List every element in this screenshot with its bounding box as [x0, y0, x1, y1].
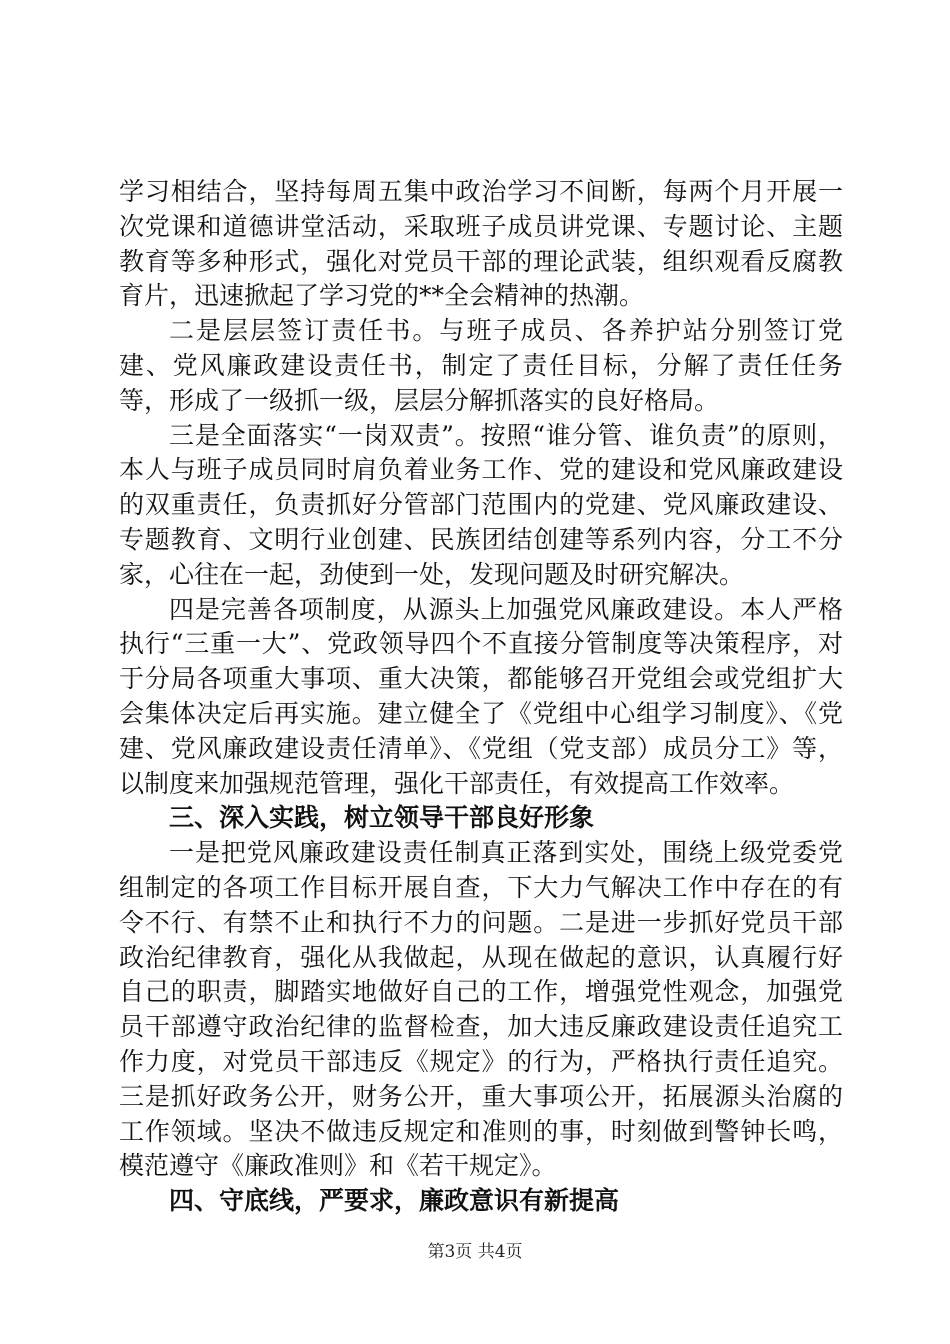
- page-footer: [0, 1241, 950, 1263]
- paragraph-improve-systems: 四是完善各项制度，从源头上加强党风廉政建设。本人严格执行“三重一大”、党政领导四个不直接分管制度等决策程序，对于分局各项重大事项、重大决策，都能够召开党组会或党组扩大会集体决定后再实施。建立健全了《党组中心组学习制度》、《党建、党风廉政建设责任清单》、《党组（党支部）成员分工》等，以制度来加强规范管理，强化干部责任，有效提高工作效率。: [119, 594, 843, 798]
- paragraph-continuation: 学习相结合，坚持每周五集中政治学习不间断，每两个月开展一次党课和道德讲堂活动，采取班子成员讲党课、专题讨论、主题教育等多种形式，强化对党员干部的理论武装，组织观看反腐教育片，迅速掀起了学习党的**全会精神的热潮。: [119, 177, 843, 311]
- section-heading-four: 四、守底线，严要求，廉政意识有新提高: [169, 1186, 620, 1216]
- paragraph-one-post-two-duties: 三是全面落实“一岗双责”。按照“谁分管、谁负责”的原则，本人与班子成员同时肩负着业务工作、党的建设和党风廉政建设的双重责任，负责抓好分管部门范围内的党建、党风廉政建设、专题教育、文明行业创建、民族团结创建等系列内容，分工不分家，心往在一起，劲使到一处，发现问题及时研究解决。: [119, 420, 843, 589]
- section-heading-three: 三、深入实践，树立领导干部良好形象: [169, 803, 595, 833]
- paragraph-responsibility-letter: 二是层层签订责任书。与班子成员、各养护站分别签订党建、党风廉政建设责任书，制定了责任目标，分解了责任任务等，形成了一级抓一级，层层分解抓落实的良好格局。: [119, 316, 843, 415]
- page-number: 第3页 共4页: [427, 1242, 523, 1262]
- document-body: [119, 175, 843, 1219]
- paragraph-practice: 一是把党风廉政建设责任制真正落到实处，围绕上级党委党组制定的各项工作目标开展自查，下大力气解决工作中存在的有令不行、有禁不止和执行不力的问题。二是进一步抓好党员干部政治纪律教育，强化从我做起，从现在做起的意识，认真履行好自己的职责，脚踏实地做好自己的工作，增强党性观念，加强党员干部遵守政治纪律的监督检查，加大违反廉政建设责任追究工作力度，对党员干部违反《规定》的行为，严格执行责任追究。三是抓好政务公开，财务公开，重大事项公开，拓展源头治腐的工作领域。坚决不做违反规定和准则的事，时刻做到警钟长鸣，模范遵守《廉政准则》和《若干规定》。: [119, 838, 843, 1181]
